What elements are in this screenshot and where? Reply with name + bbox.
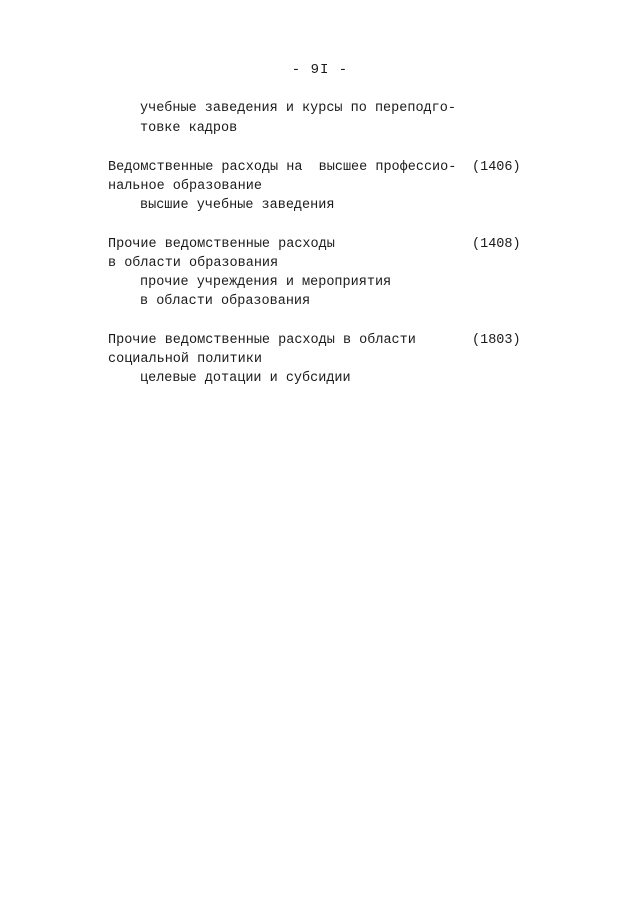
entry-code: (1406) xyxy=(472,160,521,175)
entry-line: товке кадров xyxy=(140,121,238,136)
entry-subitem: целевые дотации и субсидии xyxy=(140,371,351,386)
entry-subitem: в области образования xyxy=(140,294,311,309)
entry-heading: нальное образование xyxy=(108,179,262,194)
entry-code: (1408) xyxy=(472,237,521,252)
entry-code: (1803) xyxy=(472,333,521,348)
entry-heading: Прочие ведомственные расходы в области xyxy=(108,333,416,348)
entry-subitem: высшие учебные заведения xyxy=(140,198,335,213)
entry-heading: Ведомственные расходы на высшее профессио- xyxy=(108,160,457,175)
entry-heading: социальной политики xyxy=(108,352,262,367)
entry-heading: Прочие ведомственные расходы xyxy=(108,237,335,252)
entry-heading: в области образования xyxy=(108,256,279,271)
page-number: - 9I - xyxy=(291,62,349,78)
entry-line: учебные заведения и курсы по переподго- xyxy=(140,101,456,116)
entry-subitem: прочие учреждения и мероприятия xyxy=(140,275,392,290)
